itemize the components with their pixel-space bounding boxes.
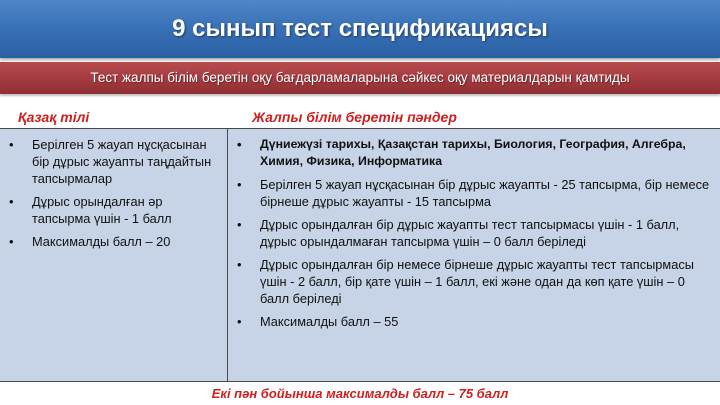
specification-table (0, 128, 720, 382)
bullet-icon: • (237, 137, 242, 152)
list-item-subjects (234, 136, 714, 170)
list-item (234, 216, 714, 250)
item-text: Дүниежүзі тарихы, Қазақстан тарихы, Биология, География, Алгебра, Химия, Физика, Информатика (260, 137, 686, 168)
list-item (234, 313, 714, 330)
item-text: Максималды балл – 55 (260, 314, 399, 329)
total-score-footer: Екі пән бойынша максималды балл – 75 балл (211, 386, 509, 401)
item-text: Дұрыс орындалған бір дұрыс жауапты тест тапсырмасы үшін - 1 балл, дұрыс орындалмаған тапсырма үшін – 0 балл беріледі (260, 217, 680, 249)
general-subjects-heading: Жалпы білім беретін пәндер (252, 109, 457, 125)
slide-subtitle: Тест жалпы білім беретін оқу бағдарламаларына сәйкес оқу материалдарын қамтиды (90, 70, 630, 85)
item-text: Берілген 5 жауап нұсқасынан бір дұрыс жауапты - 25 тапсырма, бір немесе бірнеше дұрыс жауапты - 15 тапсырма (260, 177, 710, 209)
bullet-icon: • (237, 217, 242, 232)
general-subjects-cell (234, 136, 714, 336)
list-item (234, 176, 714, 210)
bullet-icon: • (9, 234, 14, 249)
bullet-icon: • (9, 137, 14, 152)
item-text: Максималды балл – 20 (32, 234, 171, 249)
column-divider (227, 129, 228, 381)
list-item (6, 233, 220, 250)
item-text: Дұрыс орындалған әр тапсырма үшін - 1 балл (32, 194, 172, 226)
bullet-icon: • (237, 314, 242, 329)
bullet-icon: • (237, 177, 242, 192)
bullet-icon: • (237, 257, 242, 272)
item-text: Дұрыс орындалған бір немесе бірнеше дұрыс жауапты тест тапсырмасы үшін - 2 балл, бір қате үшін – 1 балл, екі және одан да көп қате үшін – 0 балл беріледі (260, 257, 694, 306)
kazakh-language-heading: Қазақ тілі (18, 109, 90, 125)
kazakh-language-cell (6, 136, 220, 256)
list-item (6, 136, 220, 187)
item-text: Берілген 5 жауап нұсқасынан бір дұрыс жауапты таңдайтын тапсырмалар (32, 137, 212, 186)
list-item (234, 256, 714, 307)
bullet-icon: • (9, 194, 14, 209)
list-item (6, 193, 220, 227)
slide-title: 9 сынып тест спецификациясы (172, 15, 548, 42)
